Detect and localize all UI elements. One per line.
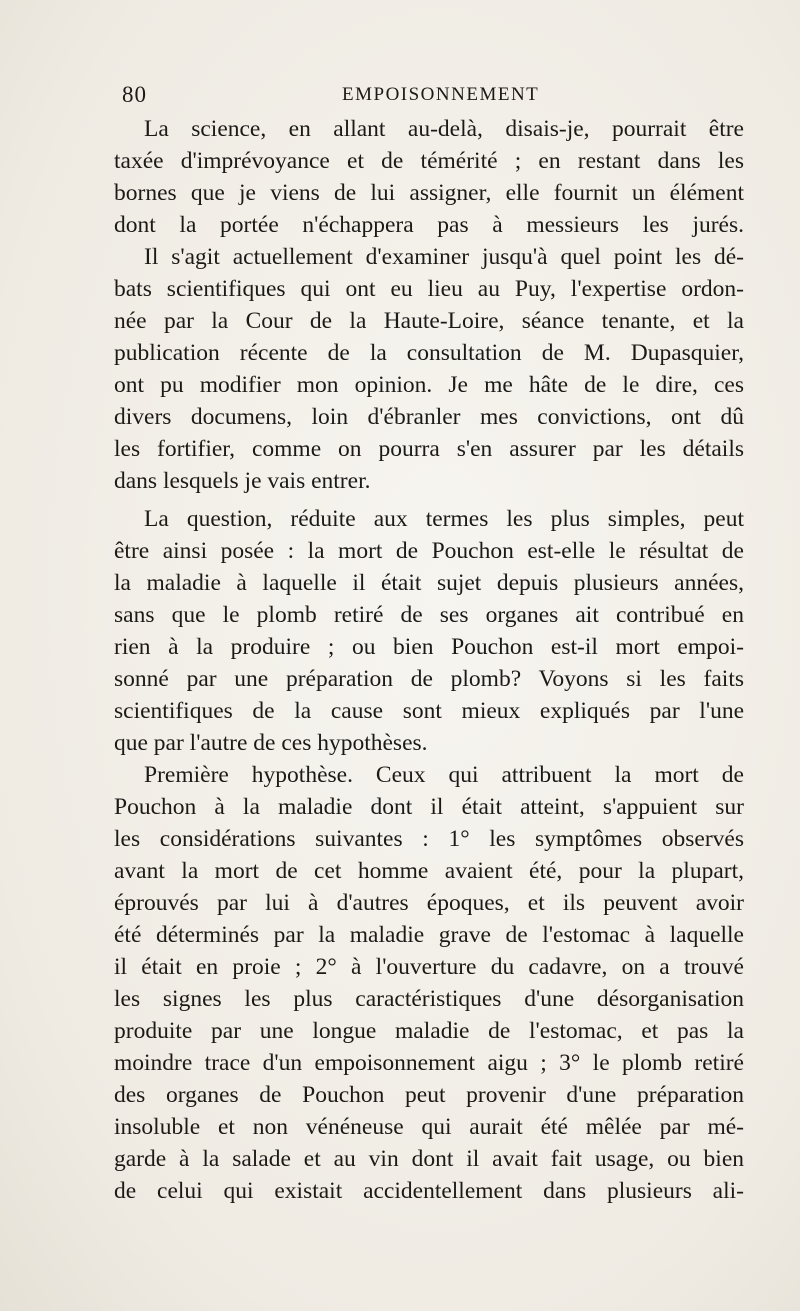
text-line: éprouvés par lui à d'autres époques, et ils peuvent avoir	[114, 890, 744, 916]
text-line: Pouchon à la maladie dont il était atteint, s'appuient sur	[114, 794, 744, 820]
text-line: produite par une longue maladie de l'estomac, et pas la	[114, 1018, 744, 1044]
text-line: bats scientifiques qui ont eu lieu au Puy, l'expertise ordon-	[114, 276, 744, 302]
text-line: rien à la produire ; ou bien Pouchon est-il mort empoi-	[114, 634, 744, 660]
text-line: avant la mort de cet homme avaient été, pour la plupart,	[114, 858, 744, 884]
paragraph	[114, 503, 744, 759]
text-line: sonné par une préparation de plomb? Voyons si les faits	[114, 666, 744, 692]
paragraph	[114, 241, 744, 497]
text-line: bornes que je viens de lui assigner, elle fournit un élément	[114, 180, 744, 206]
body-text	[114, 113, 744, 1207]
paragraph	[114, 759, 744, 1207]
text-line: insoluble et non vénéneuse qui aurait été mêlée par mé-	[114, 1114, 744, 1140]
page-number: 80	[122, 82, 147, 107]
running-title: EMPOISONNEMENT	[342, 84, 540, 105]
text-line: des organes de Pouchon peut provenir d'une préparation	[114, 1082, 744, 1108]
text-line: La question, réduite aux termes les plus simples, peut	[144, 506, 744, 532]
text-line: les fortifier, comme on pourra s'en assurer par les détails	[114, 436, 744, 462]
text-line: divers documens, loin d'ébranler mes convictions, ont dû	[114, 404, 744, 430]
text-line: scientifiques de la cause sont mieux expliqués par l'une	[114, 698, 744, 724]
text-line: ont pu modifier mon opinion. Je me hâte de le dire, ces	[114, 372, 744, 398]
paragraph	[114, 113, 744, 241]
text-line: la maladie à laquelle il était sujet depuis plusieurs années,	[114, 570, 744, 596]
text-line: de celui qui existait accidentellement dans plusieurs ali-	[114, 1178, 744, 1204]
text-line: Première hypothèse. Ceux qui attribuent la mort de	[144, 762, 744, 788]
text-line: née par la Cour de la Haute-Loire, séance tenante, et la	[114, 308, 744, 334]
text-line: les signes les plus caractéristiques d'une désorganisation	[114, 986, 744, 1012]
text-line: dont la portée n'échappera pas à messieurs les jurés.	[114, 212, 744, 238]
text-line: été déterminés par la maladie grave de l'estomac à laquelle	[114, 922, 744, 948]
text-line: garde à la salade et au vin dont il avait fait usage, ou bien	[114, 1146, 744, 1172]
text-line: dans lesquels je vais entrer.	[114, 468, 371, 494]
running-head	[114, 82, 744, 112]
text-line: La science, en allant au-delà, disais-je, pourrait être	[144, 116, 744, 142]
text-line: publication récente de la consultation de M. Dupasquier,	[114, 340, 744, 366]
text-line: Il s'agit actuellement d'examiner jusqu'à quel point les dé-	[144, 244, 744, 270]
text-line: être ainsi posée : la mort de Pouchon est-elle le résultat de	[114, 538, 744, 564]
text-line: il était en proie ; 2° à l'ouverture du cadavre, on a trouvé	[114, 954, 744, 980]
text-line: taxée d'imprévoyance et de témérité ; en restant dans les	[114, 148, 744, 174]
text-line: sans que le plomb retiré de ses organes ait contribué en	[114, 602, 744, 628]
text-line: les considérations suivantes : 1° les symptômes observés	[114, 826, 744, 852]
text-line: moindre trace d'un empoisonnement aigu ; 3° le plomb retiré	[114, 1050, 744, 1076]
text-line: que par l'autre de ces hypothèses.	[114, 730, 428, 756]
